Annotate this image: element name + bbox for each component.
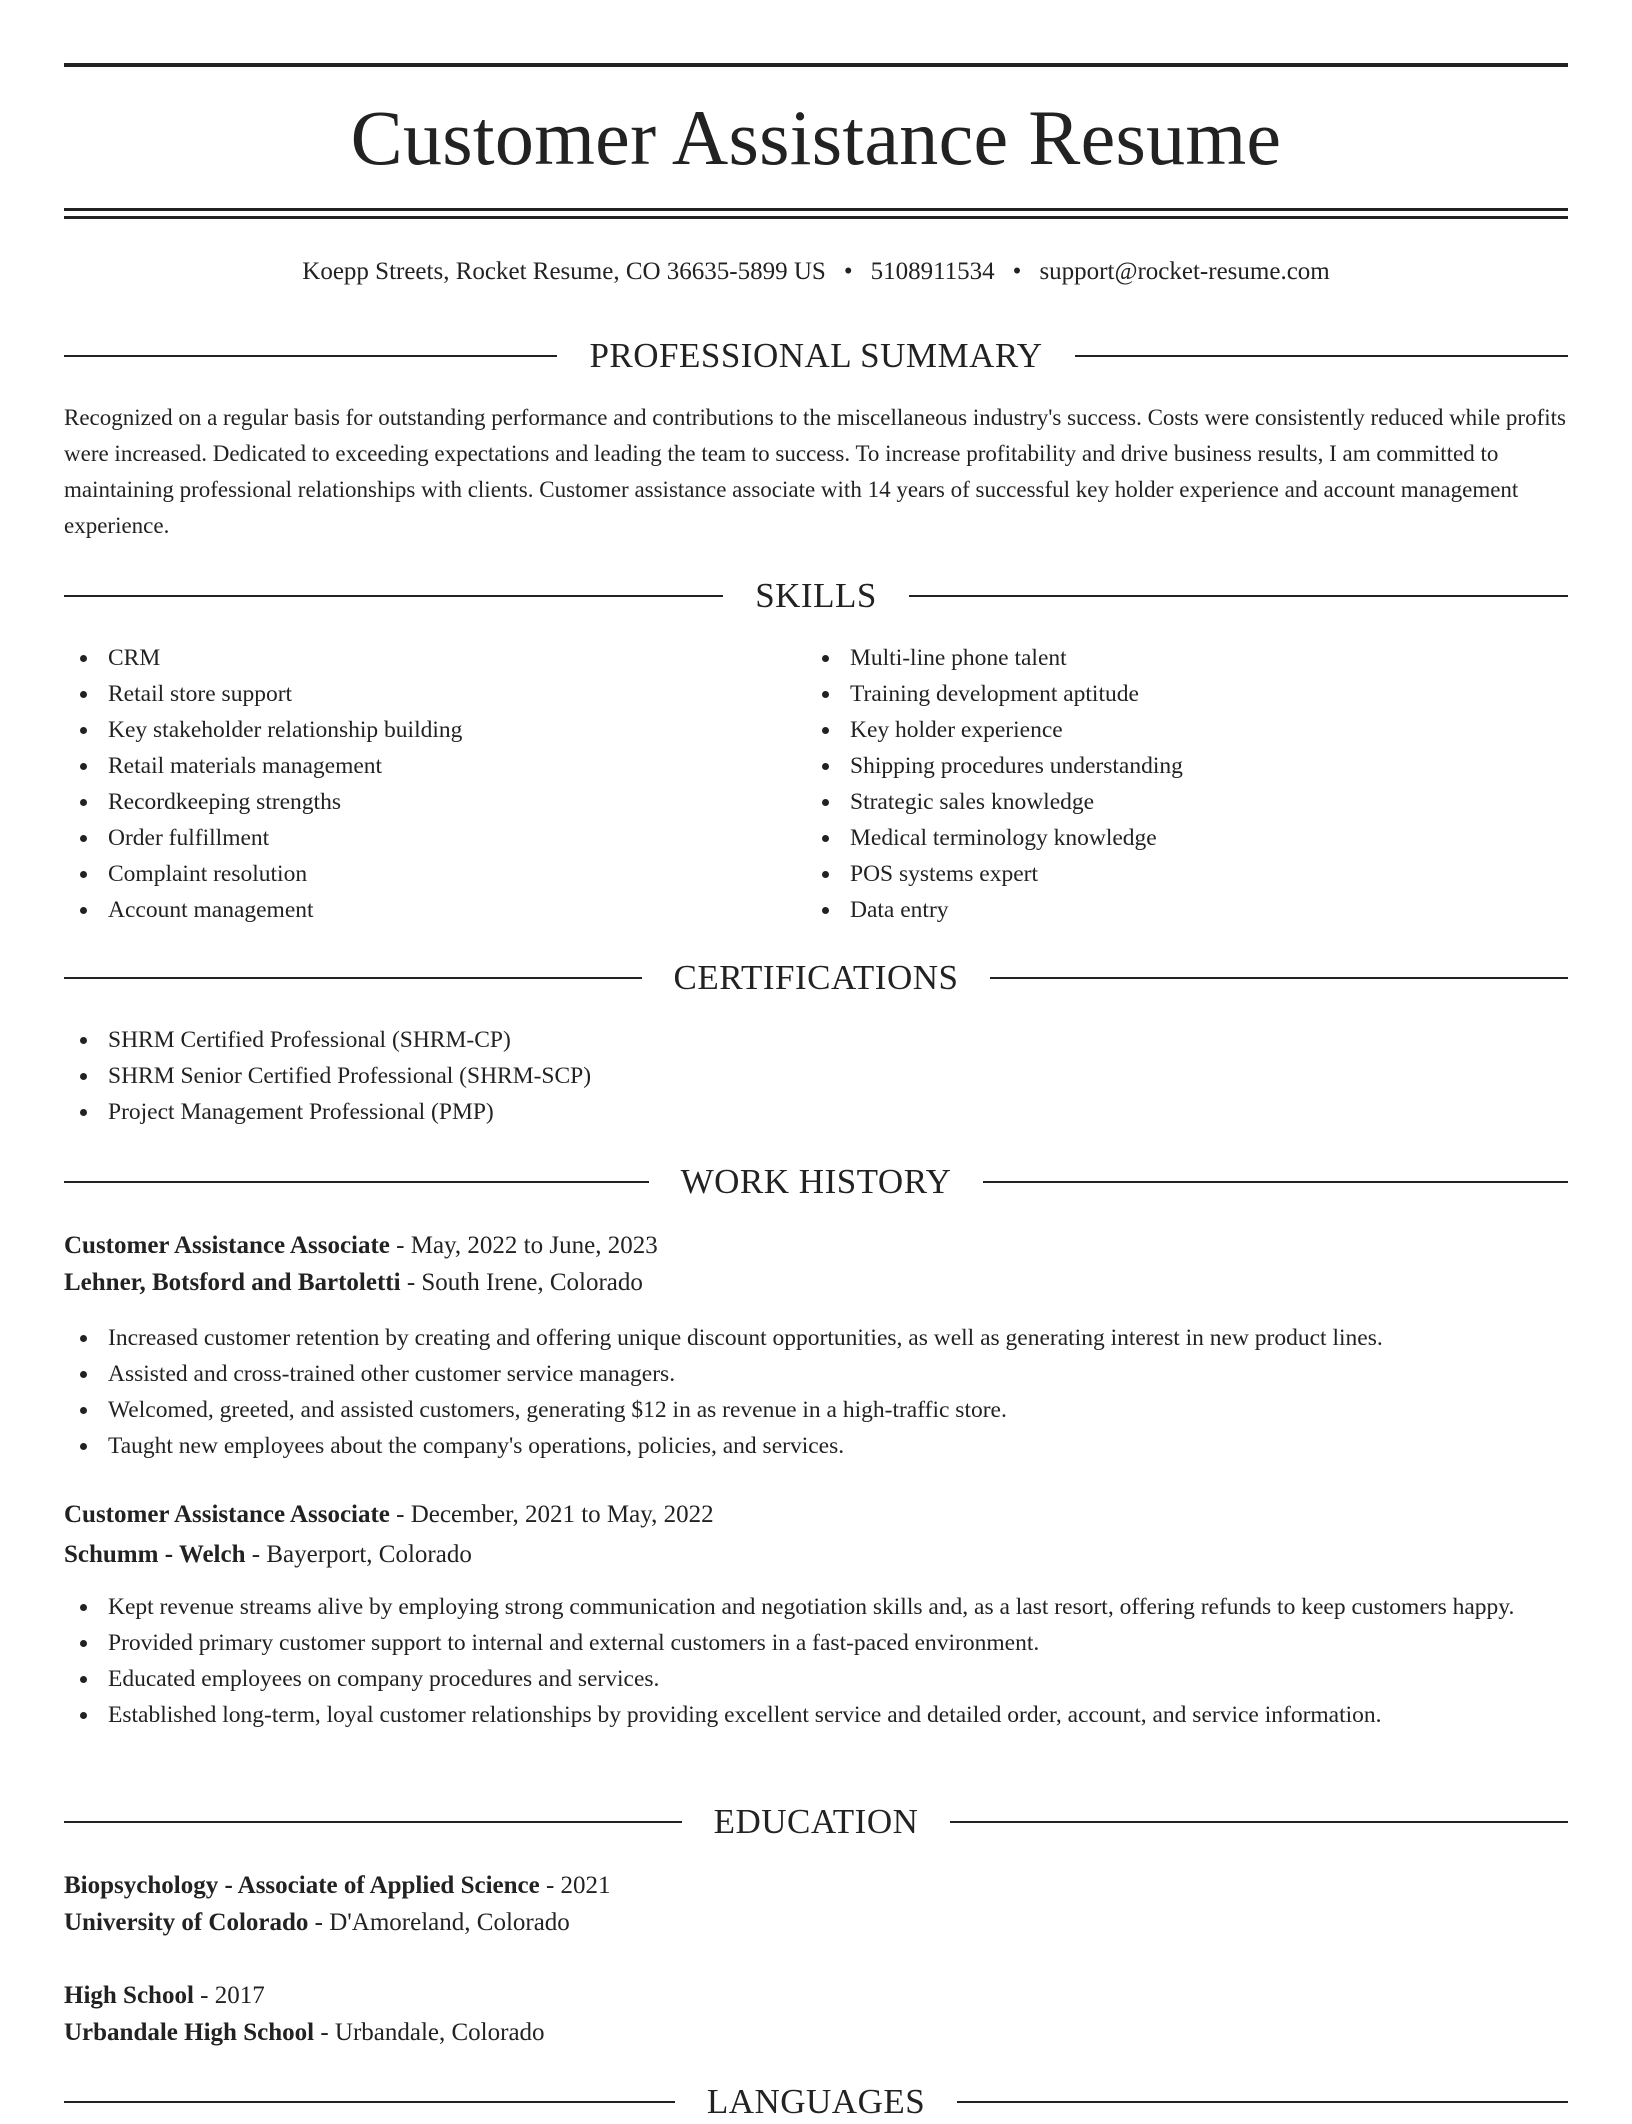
page-title: Customer Assistance Resume (350, 94, 1282, 181)
certification-item: Project Management Professional (PMP) (64, 1094, 1568, 1130)
heading-rule (64, 1821, 682, 1823)
heading-rule (64, 2101, 675, 2103)
education-school-line (64, 1905, 570, 1941)
job-location: - South Irene, Colorado (400, 1269, 643, 1296)
skill-item: Complaint resolution (64, 856, 764, 892)
education-degree: High School (64, 1982, 194, 2009)
job-bullet: Established long-term, loyal customer relationships by providing excellent service and detailed order, account, and service information. (64, 1697, 1568, 1733)
skill-item: Key stakeholder relationship building (64, 712, 764, 748)
section-heading-languages (64, 2080, 1568, 2124)
skill-item: Strategic sales knowledge (806, 784, 1568, 820)
heading-rule (64, 355, 557, 357)
skill-item: Multi-line phone talent (806, 640, 1568, 676)
heading-rule (950, 1821, 1568, 1823)
job-bullet: Provided primary customer support to internal and external customers in a fast-paced environment. (64, 1625, 1568, 1661)
skill-item: Shipping procedures understanding (806, 748, 1568, 784)
contact-separator: • (1012, 258, 1022, 285)
skill-item: Training development aptitude (806, 676, 1568, 712)
contact-phone: 5108911534 (870, 258, 995, 285)
section-title: EDUCATION (713, 1802, 919, 1841)
section-title: SKILLS (755, 576, 877, 615)
job-bullets (64, 1589, 1568, 1733)
education-location: - D'Amoreland, Colorado (308, 1909, 570, 1936)
summary-text: Recognized on a regular basis for outstanding performance and contributions to the miscellaneous industry's success. Costs were consistently reduced while profits were increased. Dedicated to exceeding expectations and leading the team to success. To increase profitability and drive business results, I am committed to maintaining professional relationships with clients. Customer assistance associate with 14 years of successful key holder experience and account management experience. (64, 405, 1566, 538)
section-heading-education (64, 1800, 1568, 1844)
job-company-line (64, 1265, 643, 1301)
skill-item: Order fulfillment (64, 820, 764, 856)
education-school: University of Colorado (64, 1909, 309, 1936)
job-dates: - December, 2021 to May, 2022 (389, 1501, 714, 1528)
heading-rule (64, 977, 642, 979)
title-rule-lower (64, 216, 1568, 219)
section-title: PROFESSIONAL SUMMARY (589, 336, 1043, 375)
heading-rule (983, 1181, 1568, 1183)
skill-item: Medical terminology knowledge (806, 820, 1568, 856)
contact-line (64, 254, 1568, 290)
education-school: Urbandale High School (64, 2019, 315, 2046)
job-company: Schumm - Welch (64, 1541, 246, 1568)
section-title: CERTIFICATIONS (673, 958, 959, 997)
heading-rule (990, 977, 1568, 979)
certification-item: SHRM Senior Certified Professional (SHRM-SCP) (64, 1058, 1568, 1094)
heading-rule (64, 1181, 649, 1183)
job-bullets (64, 1320, 1568, 1464)
skill-item: Account management (64, 892, 764, 928)
skill-item: CRM (64, 640, 764, 676)
education-degree: Biopsychology - Associate of Applied Science (64, 1872, 540, 1899)
job-bullet: Educated employees on company procedures and services. (64, 1661, 1568, 1697)
heading-rule (1075, 355, 1568, 357)
heading-rule (909, 595, 1568, 597)
contact-address: Koepp Streets, Rocket Resume, CO 36635-5899 US (302, 258, 826, 285)
section-heading-skills (64, 574, 1568, 618)
contact-email: support@rocket-resume.com (1039, 258, 1330, 285)
heading-rule (957, 2101, 1568, 2103)
job-title-line (64, 1497, 714, 1533)
skill-item: POS systems expert (806, 856, 1568, 892)
education-degree-line (64, 1978, 265, 2014)
section-heading-work (64, 1160, 1568, 1204)
job-bullet: Kept revenue streams alive by employing strong communication and negotiation skills and, as a last resort, offering refunds to keep customers happy. (64, 1589, 1568, 1625)
skills-list-left (64, 640, 764, 928)
job-bullet: Increased customer retention by creating and offering unique discount opportunities, as well as generating interest in new product lines. (64, 1320, 1568, 1356)
section-heading-summary (64, 334, 1568, 378)
education-year: - 2017 (193, 1982, 265, 2009)
certifications-list (64, 1022, 1568, 1130)
job-title: Customer Assistance Associate (64, 1232, 390, 1259)
skills-list-right (806, 640, 1568, 928)
skill-item: Recordkeeping strengths (64, 784, 764, 820)
job-title: Customer Assistance Associate (64, 1501, 390, 1528)
section-title: LANGUAGES (706, 2082, 926, 2121)
education-year: - 2021 (539, 1872, 611, 1899)
education-location: - Urbandale, Colorado (314, 2019, 545, 2046)
skill-item: Data entry (806, 892, 1568, 928)
contact-separator: • (843, 258, 853, 285)
education-school-line (64, 2015, 545, 2051)
heading-rule (64, 595, 723, 597)
job-bullet: Taught new employees about the company's operations, policies, and services. (64, 1428, 1568, 1464)
education-degree-line (64, 1868, 611, 1904)
section-title: WORK HISTORY (680, 1162, 952, 1201)
job-bullet: Welcomed, greeted, and assisted customers, generating $12 in as revenue in a high-traffic store. (64, 1392, 1568, 1428)
job-location: - Bayerport, Colorado (245, 1541, 472, 1568)
top-rule (64, 63, 1568, 67)
title-rule-upper (64, 208, 1568, 211)
job-title-line (64, 1228, 658, 1264)
skill-item: Key holder experience (806, 712, 1568, 748)
certification-item: SHRM Certified Professional (SHRM-CP) (64, 1022, 1568, 1058)
skill-item: Retail materials management (64, 748, 764, 784)
job-company-line (64, 1537, 472, 1573)
job-company: Lehner, Botsford and Bartoletti (64, 1269, 401, 1296)
job-dates: - May, 2022 to June, 2023 (389, 1232, 658, 1259)
skill-item: Retail store support (64, 676, 764, 712)
section-heading-certifications (64, 956, 1568, 1000)
job-bullet: Assisted and cross-trained other customer service managers. (64, 1356, 1568, 1392)
